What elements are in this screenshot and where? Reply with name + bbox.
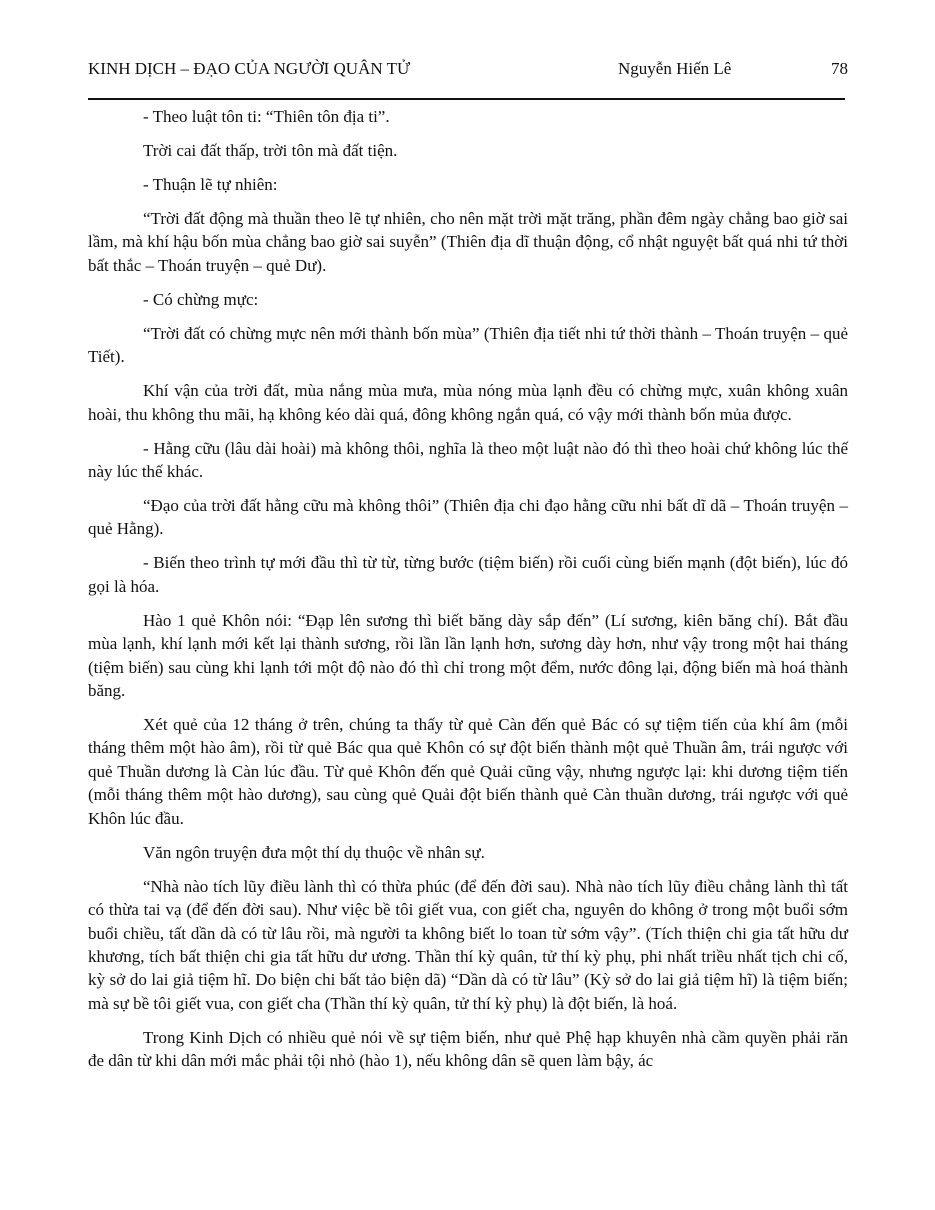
paragraph: “Trời đất có chừng mực nên mới thành bốn mùa” (Thiên địa tiết nhi tứ thời thành – Thoán truyện – quẻ Tiết). (88, 323, 848, 367)
paragraph: - Hằng cữu (lâu dài hoài) mà không thôi, nghĩa là theo một luật nào đó thì theo hoài chứ không lúc thế này lúc thế khác. (88, 438, 848, 482)
page-header (88, 58, 848, 80)
paragraph: “Trời đất động mà thuần theo lẽ tự nhiên, cho nên mặt trời mặt trăng, phần đêm ngày chẳng bao giờ sai lầm, mà khí hậu bốn mùa chẳng bao giờ sai suyễn” (Thiên địa dĩ thuận động, cổ nhật nguyệt bất quá nhi tứ thời bất thắc – Thoán truyện – quẻ Dư). (88, 209, 848, 275)
paragraph: Trong Kinh Dịch có nhiều quẻ nói về sự tiệm biến, như quẻ Phệ hạp khuyên nhà cầm quyền phải răn đe dân từ khi dân mới mắc phải tội nhỏ (hào 1), nếu không dân sẽ quen làm bậy, ác (88, 1027, 848, 1071)
paragraph: Văn ngôn truyện đưa một thí dụ thuộc về nhân sự. (143, 842, 485, 862)
paragraph: “Nhà nào tích lũy điều lành thì có thừa phúc (để đến đời sau). Nhà nào tích lũy điều chẳng lành thì tất có thừa tai vạ (để đến đời sau). Như việc bề tôi giết vua, con giết cha, nguyên do không ở trong một buổi sớm buổi chiều, tất dần dà có từ lâu rồi, mà người ta không biết lo toan từ sớm vậy”. (Tích thiện chi gia tất hữu dư khương, tích bất thiện chi gia tất hữu dư ương. Thần thí kỳ quân, tử thí kỳ phụ, phi nhất triều nhất tịch chi cố, kỳ sở do lai giả tiệm hĩ. Do biện chi bất tảo biện dã) “Dần dà có từ lâu” (Kỳ sở do lai giả tiệm hĩ) là tiệm biến; mà sự bề tôi giết vua, con giết cha (Thần thí kỳ quân, tử thí kỳ phụ) là đột biến, là hoá. (88, 876, 848, 1013)
paragraph: “Đạo của trời đất hằng cữu mà không thôi” (Thiên địa chi đạo hằng cữu nhi bất dĩ dã – Thoán truyện – quẻ Hằng). (88, 496, 848, 539)
book-title: KINH DỊCH – ĐẠO CỦA NGƯỜI QUÂN TỬ (88, 59, 411, 78)
paragraph: - Theo luật tôn ti: “Thiên tôn địa ti”. (143, 107, 390, 126)
paragraph: Xét quẻ của 12 tháng ở trên, chúng ta thấy từ quẻ Càn đến quẻ Bác có sự tiệm tiến của khí âm (mỗi tháng thêm một hào âm), rồi từ quẻ Bác qua quẻ Khôn có sự đột biến thành một quẻ Thuần âm, trái ngược với quẻ Thuần dương là Càn lúc đầu. Từ quẻ Khôn đến quẻ Quải cũng vậy, nhưng ngược lại: khi dương tiệm tiến (mỗi tháng thêm một hào dương), sau cùng quẻ Quải đột biến thành quẻ Càn thuần dương, trái ngược với quẻ Khôn lúc đầu. (88, 715, 848, 828)
paragraph: Hào 1 quẻ Khôn nói: “Đạp lên sương thì biết băng dày sắp đến” (Lí sương, kiên băng chí). Bắt đầu mùa lạnh, khí lạnh mới kết lại thành sương, rồi lần lần lạnh hơn, sương dày hơn, như vậy trong một hai tháng (tiệm biến) sau cùng khi lạnh tới một độ nào đó thì chỉ trong một đểm, nước đông lại, động biến mà hoá thành băng. (88, 610, 848, 701)
paragraph: Khí vận của trời đất, mùa nắng mùa mưa, mùa nóng mùa lạnh đều có chừng mực, xuân không xuân hoài, thu không thu mãi, hạ không kéo dài quá, đông không ngắn quá, có vậy mới thành bốn mủa được. (88, 381, 848, 424)
paragraph: - Biến theo trình tự mới đầu thì từ từ, từng bước (tiệm biến) rồi cuối cùng biến mạnh (đột biến), lúc đó gọi là hóa. (88, 553, 848, 596)
header-divider (88, 98, 845, 100)
paragraph: Trời cai đất thấp, trời tôn mà đất tiện. (143, 141, 398, 160)
page-body (88, 105, 848, 1083)
page-number: 78 (831, 59, 848, 78)
paragraph: - Thuận lẽ tự nhiên: (143, 175, 278, 194)
paragraph: - Có chừng mực: (143, 289, 259, 309)
author-name: Nguyễn Hiến Lê (618, 59, 732, 78)
